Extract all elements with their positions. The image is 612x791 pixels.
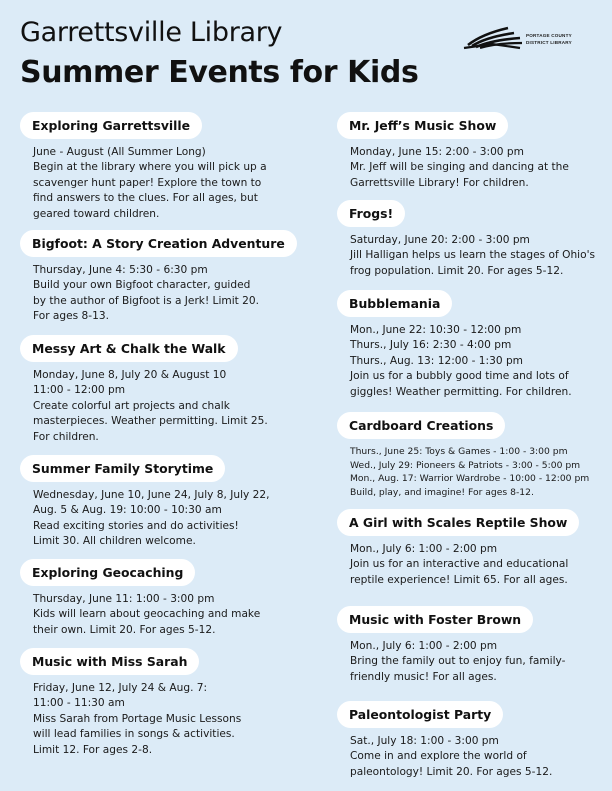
- event-detail-line: Mon., July 6: 1:00 - 2:00 pm: [350, 543, 498, 555]
- event-title: Bubblemania: [337, 290, 452, 317]
- event-details: [337, 445, 589, 499]
- logo-text-1: PORTAGE COUNTY: [526, 33, 572, 38]
- event-detail-line: Thurs., June 25: Toys & Games - 1:00 - 3:00 pm: [350, 446, 568, 457]
- event-detail-line: Mon., July 6: 1:00 - 2:00 pm: [350, 640, 498, 652]
- event-title: Paleontologist Party: [337, 701, 503, 728]
- event-details: [20, 263, 297, 325]
- event-detail-line: by the author of Bigfoot is a Jerk! Limit 20.: [33, 294, 260, 307]
- event-detail-line: 11:00 - 12:00 pm: [33, 384, 126, 397]
- event-title: Cardboard Creations: [337, 412, 505, 439]
- event-detail-line: find answers to the clues. For all ages, but: [33, 192, 258, 205]
- page-title: Summer Events for Kids: [20, 55, 419, 90]
- event-details: [337, 233, 595, 279]
- event-detail-line: will lead families in songs & activities.: [33, 728, 235, 741]
- event-details: [20, 368, 268, 445]
- event-detail-line: Thurs., Aug. 13: 12:00 - 1:30 pm: [350, 354, 524, 367]
- event-detail-line: Monday, June 8, July 20 & August 10: [33, 369, 227, 381]
- event-detail-line: Aug. 5 & Aug. 19: 10:00 - 10:30 am: [33, 504, 222, 517]
- event-detail-line: Begin at the library where you will pick up a: [33, 161, 267, 174]
- event-detail-line: Mr. Jeff will be singing and dancing at the: [350, 161, 569, 174]
- event-title: A Girl with Scales Reptile Show: [337, 509, 579, 536]
- event-details: [20, 592, 260, 638]
- event-block: [337, 412, 589, 499]
- event-block: [337, 112, 569, 191]
- event-detail-line: Sat., July 18: 1:00 - 3:00 pm: [350, 735, 499, 747]
- event-detail-line: Wed., July 29: Pioneers & Patriots - 3:00 - 5:00 pm: [350, 459, 581, 471]
- event-detail-line: Create colorful art projects and chalk: [33, 399, 230, 412]
- event-detail-line: For children.: [33, 430, 99, 443]
- event-detail-line: reptile experience! Limit 65. For all ages.: [350, 573, 568, 586]
- event-details: [20, 488, 270, 550]
- event-detail-line: Read exciting stories and do activities!: [33, 519, 239, 532]
- event-detail-line: Kids will learn about geocaching and make: [33, 608, 261, 621]
- event-block: [337, 200, 595, 279]
- library-logo: [462, 24, 592, 52]
- event-block: [20, 559, 260, 638]
- event-block: [20, 230, 297, 325]
- event-detail-line: Saturday, June 20: 2:00 - 3:00 pm: [350, 234, 530, 246]
- event-detail-line: Join us for a bubbly good time and lots of: [350, 370, 569, 383]
- event-detail-line: friendly music! For all ages.: [350, 670, 497, 683]
- event-detail-line: Build, play, and imagine! For ages 8-12.: [350, 486, 534, 498]
- event-title: Frogs!: [337, 200, 405, 227]
- event-details: [337, 639, 565, 685]
- event-detail-line: Mon., Aug. 17: Warrior Wardrobe - 10:00 - 12:00 pm: [350, 473, 590, 485]
- event-details: [337, 323, 572, 400]
- event-detail-line: geared toward children.: [33, 207, 160, 220]
- event-details: [20, 145, 267, 222]
- library-name: Garrettsville Library: [20, 17, 283, 48]
- event-details: [337, 145, 569, 191]
- event-detail-line: Thursday, June 4: 5:30 - 6:30 pm: [33, 264, 208, 276]
- event-title: Exploring Geocaching: [20, 559, 195, 586]
- event-block: [337, 606, 565, 685]
- event-detail-line: frog population. Limit 20. For ages 5-12.: [350, 264, 564, 277]
- event-title: Summer Family Storytime: [20, 455, 225, 482]
- event-title: Music with Miss Sarah: [20, 648, 199, 675]
- event-title: Exploring Garrettsville: [20, 112, 202, 139]
- logo-text-2: DISTRICT LIBRARY: [526, 40, 572, 45]
- event-block: [20, 335, 268, 445]
- event-block: [20, 112, 267, 222]
- event-details: [20, 681, 241, 758]
- event-block: [20, 648, 241, 758]
- event-block: [337, 290, 572, 400]
- event-detail-line: Jill Halligan helps us learn the stages of Ohio's: [350, 249, 596, 262]
- event-detail-line: paleontology! Limit 20. For ages 5-12.: [350, 765, 553, 778]
- event-title: Mr. Jeff’s Music Show: [337, 112, 508, 139]
- event-details: [337, 542, 579, 588]
- event-detail-line: Come in and explore the world of: [350, 750, 527, 763]
- event-detail-line: scavenger hunt paper! Explore the town to: [33, 176, 262, 189]
- event-detail-line: Limit 30. All children welcome.: [33, 535, 196, 548]
- event-detail-line: giggles! Weather permitting. For children.: [350, 385, 572, 398]
- event-block: [20, 455, 270, 550]
- event-block: [337, 509, 579, 588]
- event-title: Bigfoot: A Story Creation Adventure: [20, 230, 297, 257]
- event-detail-line: Miss Sarah from Portage Music Lessons: [33, 712, 242, 725]
- event-detail-line: Mon., June 22: 10:30 - 12:00 pm: [350, 324, 522, 336]
- event-detail-line: Wednesday, June 10, June 24, July 8, July 22,: [33, 489, 270, 501]
- event-detail-line: Thurs., July 16: 2:30 - 4:00 pm: [350, 339, 512, 352]
- event-detail-line: Build your own Bigfoot character, guided: [33, 279, 251, 292]
- event-block: [337, 701, 552, 780]
- event-detail-line: Bring the family out to enjoy fun, family-: [350, 655, 566, 668]
- event-detail-line: 11:00 - 11:30 am: [33, 697, 125, 710]
- event-detail-line: Friday, June 12, July 24 & Aug. 7:: [33, 682, 208, 694]
- event-detail-line: Garrettsville Library! For children.: [350, 176, 529, 189]
- event-detail-line: For ages 8-13.: [33, 310, 109, 323]
- event-detail-line: masterpieces. Weather permitting. Limit 25.: [33, 415, 268, 428]
- event-detail-line: Join us for an interactive and educational: [350, 558, 569, 571]
- event-title: Messy Art & Chalk the Walk: [20, 335, 238, 362]
- book-pages-icon: [462, 24, 524, 52]
- event-details: [337, 734, 552, 780]
- event-detail-line: Limit 12. For ages 2-8.: [33, 743, 153, 756]
- event-title: Music with Foster Brown: [337, 606, 533, 633]
- event-detail-line: Monday, June 15: 2:00 - 3:00 pm: [350, 146, 524, 158]
- event-detail-line: Thursday, June 11: 1:00 - 3:00 pm: [33, 593, 215, 605]
- event-detail-line: their own. Limit 20. For ages 5-12.: [33, 623, 216, 636]
- event-detail-line: June - August (All Summer Long): [33, 146, 206, 158]
